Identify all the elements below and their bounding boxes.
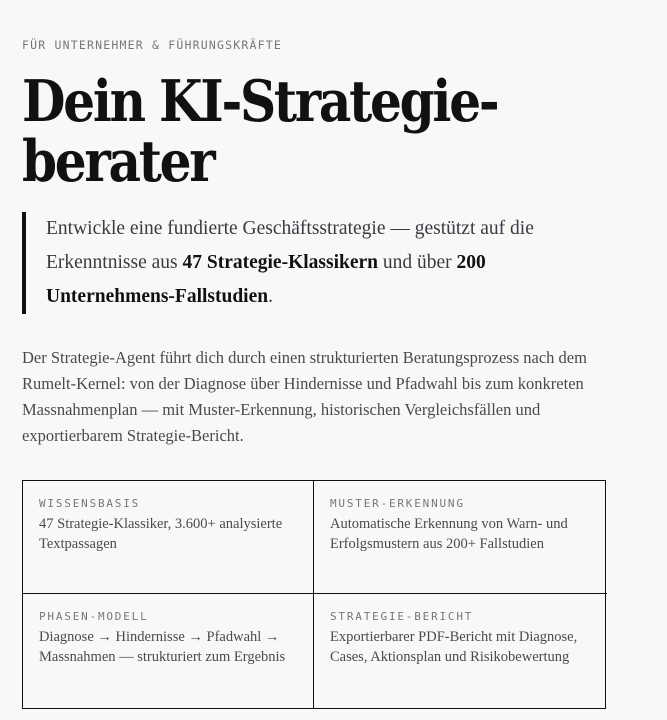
feature-text: Diagnose → Hindernisse → Pfadwahl → Massnahmen — strukturiert zum Ergebnis [39, 629, 286, 665]
title-line-2: berater [22, 128, 214, 195]
lede-highlight-casestudies: 200 Unternehmens-Fallstudien [46, 252, 486, 307]
description-paragraph: Der Strategie-Agent führt dich durch einen strukturierten Beratungsprozess nach dem Rumelt-Kernel: von der Diagnose über Hindernisse und Pfadwahl bis zum konkreten Massnahmenplan — mit Muster-Erkennung, historischen Vergleichsfällen und exportierbarem Strategie-Bericht. [22, 348, 587, 445]
lede-text-3: . [268, 286, 273, 307]
page-title [22, 68, 585, 195]
feature-text: Exportierbarer PDF-Bericht mit Diagnose, Cases, Aktionsplan und Risikobewertung [330, 629, 578, 665]
feature-text: Automatische Erkennung von Warn- und Erfolgsmustern aus 200+ Fallstudien [330, 516, 568, 552]
title-line-1: Dein KI-Strategie- [22, 68, 498, 135]
feature-card-phasen-modell [23, 594, 314, 708]
feature-text: 47 Strategie-Klassiker, 3.600+ analysierte Textpassagen [39, 516, 283, 552]
feature-label: PHASEN-MODELL [39, 610, 149, 623]
eyebrow-label: FÜR UNTERNEHMER & FÜHRUNGSKRÄFTE [22, 38, 282, 52]
feature-card-strategie-bericht [314, 594, 607, 708]
feature-card-wissensbasis [23, 481, 314, 594]
lede-text-1: Entwickle eine fundierte Geschäftsstrategie — gestützt auf die Erkenntnisse aus [46, 218, 534, 273]
feature-card-muster-erkennung [314, 481, 607, 594]
lede-highlight-classics: 47 Strategie-Klassikern [182, 252, 378, 273]
feature-label: MUSTER-ERKENNUNG [330, 497, 465, 510]
feature-grid [22, 480, 606, 709]
lede-text-2: und über [378, 252, 457, 273]
lede-blockquote [22, 212, 612, 314]
feature-label: WISSENSBASIS [39, 497, 141, 510]
feature-label: STRATEGIE-BERICHT [330, 610, 474, 623]
